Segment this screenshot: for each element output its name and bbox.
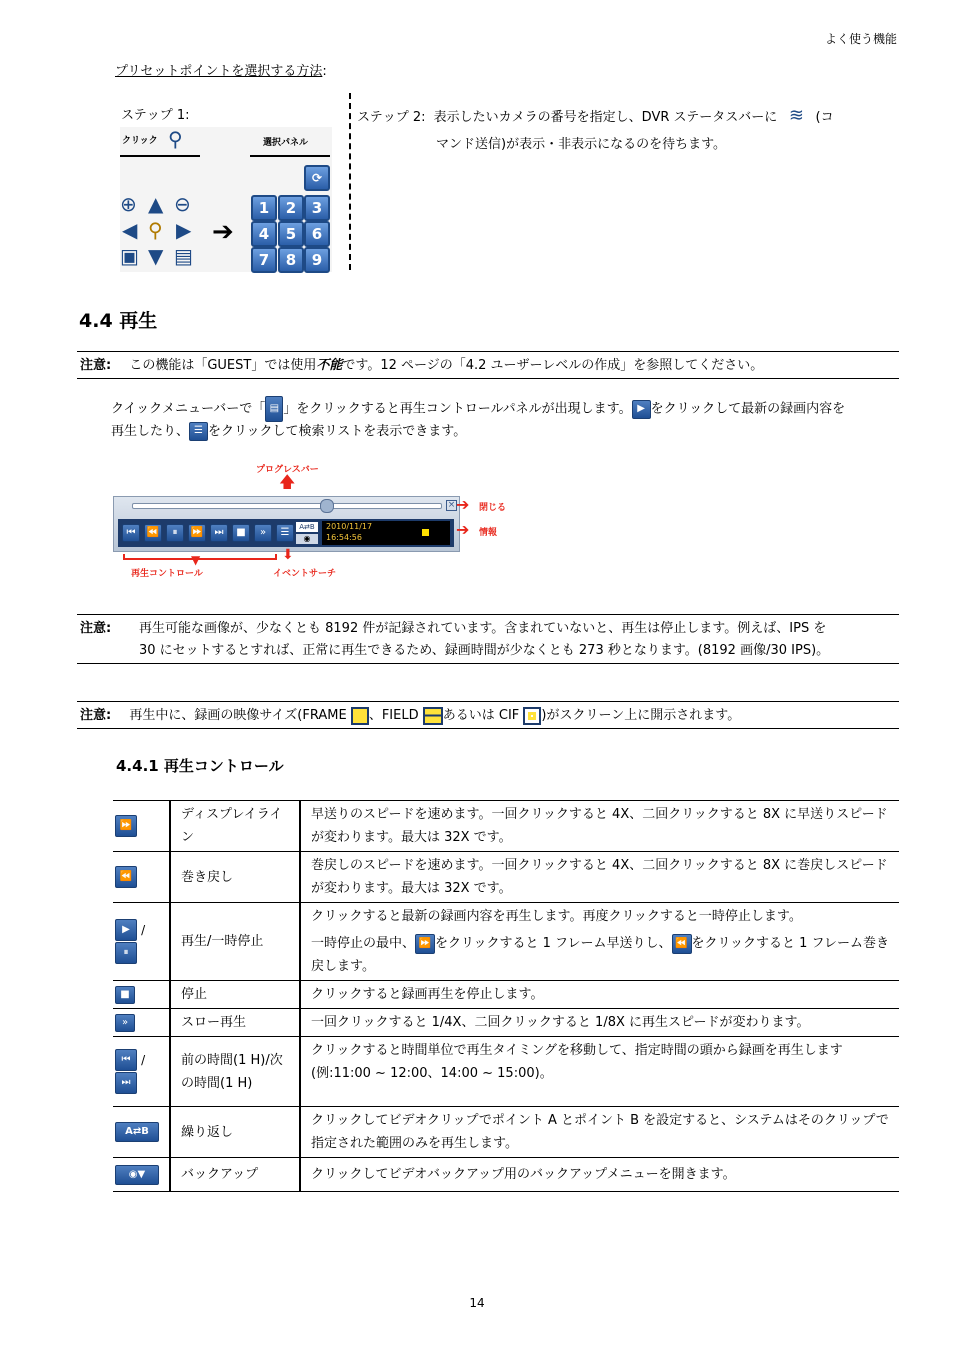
ptz-controls [120,191,200,271]
playback-arrow-icon: ▼ [191,553,201,567]
num-button-1[interactable]: 1 [251,195,277,221]
num-button-4[interactable]: 4 [251,221,277,247]
right-arrow-icon[interactable]: ▶ [176,218,192,242]
table-cell-desc: クリックすると時間単位で再生タイミングを移動して、指定時間の頭から録画を再生します(例:11:00 ~ 12:00、14:00 ~ 15:00)。 [300,1037,899,1107]
play-desc-d: をクリックすると 1 フレーム巻き戻します。 [311,936,890,974]
field-icon [423,707,443,725]
up-arrow-icon[interactable]: ▲ [148,192,164,216]
search-list-icon[interactable]: ☰ [189,422,208,441]
slow-play-icon: » [115,1014,135,1032]
num-button-9[interactable]: 9 [304,247,330,273]
playback-label: 再生コントロール [131,569,203,579]
close-arrow-icon: ➔ [456,495,470,514]
click-label: クリック [122,136,158,146]
table-row [113,1037,899,1107]
intro-line2 [111,422,466,442]
event-arrow-icon: ⬇ [282,547,294,563]
fast-forward-icon: ⏩ [115,815,137,837]
preset-heading-text: プリセットポイントを選択する方法 [115,64,323,79]
key-icon: ⚲ [168,127,183,151]
subsection-title: 4.4.1 再生コントロール [116,757,284,775]
step2-line1 [357,106,834,128]
prev-hour-icon[interactable]: ⏮ [122,524,140,542]
play-desc-b: 一時停止の最中、 [311,936,416,951]
play-desc-c: をクリックすると 1 フレーム早送りし、 [435,936,672,951]
intro-text-d: 再生したり、 [111,424,190,439]
play-icon[interactable]: ▶ [632,400,651,419]
zoom-out-icon[interactable]: ⊖ [174,192,191,216]
info-arrow-icon: ➔ [456,520,470,539]
num-button-8[interactable]: 8 [278,247,304,273]
intro-text-b: 」をクリックすると再生コントロールパネルが出現します。 [283,401,632,417]
info-indicator [422,529,429,536]
table-row [113,1107,899,1158]
info-label: 情報 [479,528,498,538]
table-cell-name: 停止 [170,981,300,1009]
info-box [322,521,450,545]
next-hour-icon[interactable]: ⏭ [210,524,228,542]
focus-near-icon[interactable]: ▣ [120,244,139,268]
frame-icon [351,707,369,725]
slash-separator: / [141,1052,146,1067]
table-cell-icon [113,981,170,1009]
stop-icon[interactable]: ■ [232,524,250,542]
num-button-5[interactable]: 5 [278,221,304,247]
table-cell-desc: クリックすると録画再生を停止します。 [300,981,899,1009]
playback-menu-icon[interactable]: ▤ [265,396,283,422]
fast-forward-icon: ⏩ [415,934,435,954]
page-number: 14 [469,1296,485,1310]
pause-icon: ⏸ [115,942,137,964]
info-date: 2010/11/17 [326,522,373,531]
step2-label: ステップ 2: [357,110,426,125]
step2-text-b: (コ [815,110,834,125]
table-cell-desc [300,903,899,981]
focus-far-icon[interactable]: ▤ [174,244,193,268]
table-cell-desc: クリックしてビデオクリップでポイント A とポイント B を設定すると、システムはそのクリップで指定された範囲のみを再生します。 [300,1107,899,1158]
step1-label: ステップ 1: [121,108,190,123]
play-desc-a: クリックすると最新の録画内容を再生します。再度クリックすると一時停止します。 [311,909,802,924]
zoom-in-icon[interactable]: ⊕ [120,192,137,216]
note1-label: 注意: [80,358,112,373]
note3 [80,706,740,726]
table-cell-icon [113,852,170,903]
note1-text-a: この機能は「GUEST」では使用 [129,358,317,373]
event-label: イベントサーチ [273,569,337,579]
preset-illustration [120,127,332,272]
preset-heading [115,62,327,82]
slash-separator: / [141,922,146,937]
table-cell-icon [113,1158,170,1192]
table-cell-name: 前の時間(1 H)/次の時間(1 H) [170,1037,300,1107]
note1-text-b: です。12 ページの「4.2 ユーザーレベルの作成」を参照してください。 [342,358,764,373]
table-cell-name: ディスプレイライン [170,801,300,852]
note3-bottom-rule [77,728,899,729]
num-button-7[interactable]: 7 [251,247,277,273]
section-number: 4.4 [79,310,113,332]
event-search-icon[interactable]: ☰ [276,524,294,542]
rewind-icon: ⏪ [115,866,137,888]
panel-body [113,496,460,552]
prev-hour-icon: ⏮ [115,1049,137,1071]
table-cell-name: 繰り返し [170,1107,300,1158]
play-icon: ▶ [115,919,137,941]
table-row [113,981,899,1009]
left-arrow-icon[interactable]: ◀ [122,218,138,242]
key-center-icon[interactable]: ⚲ [148,218,163,242]
controls-table [113,800,899,1192]
close-icon[interactable]: × [447,500,456,510]
note3-text-a: 再生中に、録画の映像サイズ(FRAME [129,708,347,723]
stop-icon: ■ [115,986,135,1004]
next-hour-icon: ⏭ [115,1072,137,1094]
table-cell-icon [113,903,170,981]
table-cell-name: バックアップ [170,1158,300,1192]
table-cell-icon [113,1107,170,1158]
table-cell-desc: 早送りのスピードを速めます。一回クリックすると 4X、二回クリックすると 8X に早送りスピードが変わります。最大は 32X です。 [300,801,899,852]
intro-line1 [111,396,845,422]
note1-emphasis: 不能 [316,358,343,373]
progress-knob[interactable] [320,499,334,513]
select-panel-label: 選択パネル [263,138,309,148]
step-divider [349,93,351,270]
backup-icon: ◉▼ [115,1165,159,1185]
intro-text-a: クイックメニューバーで「 [111,401,266,417]
table-row [113,1009,899,1037]
info-time: 16:54:56 [326,533,362,542]
rewind-icon[interactable]: ⏪ [144,524,162,542]
arrow-right-icon: ➔ [212,217,234,247]
note3-label: 注意: [80,708,112,723]
cif-icon [523,707,541,725]
control-strip [118,519,454,547]
close-label: 閉じる [479,503,507,513]
table-cell-icon [113,1009,170,1037]
refresh-icon[interactable]: ⟳ [304,165,330,191]
table-cell-desc: 巻戻しのスピードを速めます。一回クリックすると 4X、二回クリックすると 8X に巻戻しスピードが変わります。最大は 32X です。 [300,852,899,903]
note2-line2: 30 にセットするとすれば、正常に再生できるため、録画時間が少なくとも 273 秒となります。(8192 画像/30 IPS)。 [139,643,830,658]
note2-label: 注意: [80,621,112,636]
table-row [113,1158,899,1192]
fast-forward-icon[interactable]: ⏩ [188,524,206,542]
note2-top-rule [77,614,899,615]
section-title-text: 再生 [119,310,158,332]
note3-top-rule [77,701,899,702]
table-cell-desc: 一回クリックすると 1/4X、二回クリックすると 1/8X に再生スピードが変わります。 [300,1009,899,1037]
intro-text-e: をクリックして検索リストを表示できます。 [208,424,467,439]
table-cell-name: スロー再生 [170,1009,300,1037]
table-cell-icon [113,801,170,852]
intro-text-c: をクリックして最新の録画内容を [650,401,846,417]
step2-line2: マンド送信)が表示・非表示になるのを待ちます。 [436,137,727,152]
click-underline [120,155,200,157]
repeat-icon: A⇄B [115,1122,159,1142]
pause-icon[interactable]: ⏸ [166,524,184,542]
note3-text-d: )がスクリーン上に開示されます。 [541,708,741,723]
note3-text-c: あるいは CIF [442,708,520,723]
table-cell-name: 巻き戻し [170,852,300,903]
table-cell-desc: クリックしてビデオバックアップ用のバックアップメニューを開きます。 [300,1158,899,1192]
section-title [79,306,157,333]
table-row [113,903,899,981]
step2-text-a: 表示したいカメラの番号を指定し、DVR ステータスバーに [433,110,778,125]
backup-icon[interactable]: ◉ [296,534,318,544]
note2-line1: 再生可能な画像が、少なくとも 8192 件が記録されています。含まれていないと、再生は停止します。例えば、IPS を [139,621,827,636]
num-button-2[interactable]: 2 [278,195,304,221]
num-button-6[interactable]: 6 [304,221,330,247]
table-cell-name: 再生/一時停止 [170,903,300,981]
progress-bar[interactable] [132,503,442,509]
note3-text-b: 、FIELD [368,708,419,723]
down-arrow-icon[interactable]: ▼ [148,244,164,268]
note1-top-rule [77,351,899,352]
repeat-icon[interactable]: A⇄B [296,522,318,532]
preset-heading-colon: : [322,64,327,79]
note1-bottom-rule [77,378,899,379]
wifi-icon: ≋ [788,105,804,126]
progress-label: プログレスバー [256,465,319,475]
rewind-icon: ⏪ [672,934,692,954]
table-row [113,801,899,852]
table-cell-icon [113,1037,170,1107]
note1 [80,356,763,376]
num-button-3[interactable]: 3 [304,195,330,221]
slow-play-icon[interactable]: » [254,524,272,542]
table-row [113,852,899,903]
note2-bottom-rule [77,663,899,664]
playback-figure [113,460,513,580]
panel-underline [250,155,330,157]
section-header: よく使う機能 [824,32,897,46]
progress-arrow-icon: 🡅 [279,472,296,491]
